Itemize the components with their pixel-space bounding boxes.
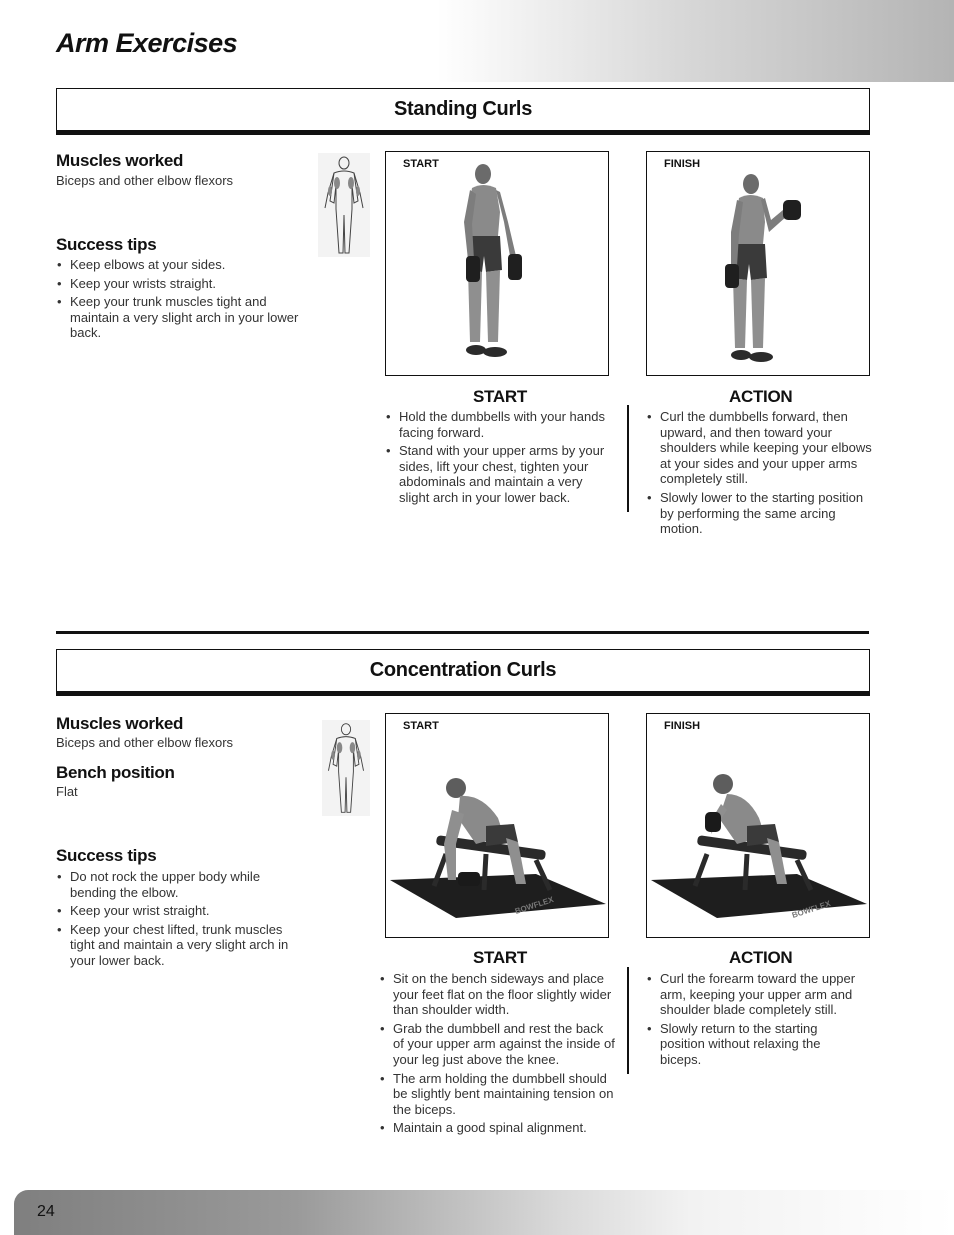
list-item: • Maintain a good spinal alignment. [379, 1120, 615, 1136]
photo-standing-curls-start [385, 151, 609, 376]
list-item: • Keep your wrists straight. [56, 276, 301, 292]
anatomy-figure-icon [322, 716, 370, 820]
list-item: • Grab the dumbbell and rest the back of your upper arm against the inside of your leg just above the knee. [379, 1021, 615, 1068]
muscles-worked-heading: Muscles worked [56, 151, 184, 170]
success-tips-heading: Success tips [56, 235, 157, 254]
photo-tag-start: START [403, 158, 439, 170]
column-divider [627, 967, 629, 1074]
section-header-concentration-curls [56, 649, 870, 696]
photo-concentration-curls-finish [646, 713, 870, 938]
action-heading: ACTION [729, 948, 793, 967]
success-tips-list [56, 257, 301, 344]
list-item: • The arm holding the dumbbell should be slightly bent maintaining tension on the biceps. [379, 1071, 615, 1118]
section-title: Concentration Curls [369, 659, 557, 681]
column-divider [627, 405, 629, 512]
list-item: • Slowly return to the starting position without relaxing the biceps. [646, 1021, 860, 1068]
list-item: • Keep your trunk muscles tight and maintain a very slight arch in your lower back. [56, 294, 301, 341]
list-item: • Keep elbows at your sides. [56, 257, 301, 273]
photo-concentration-curls-start [385, 713, 609, 938]
list-item: • Curl the forearm toward the upper arm, keeping your upper arm and shoulder blade completely still. [646, 971, 860, 1018]
list-item: • Hold the dumbbells with your hands facing forward. [385, 409, 611, 440]
photo-standing-curls-finish [646, 151, 870, 376]
start-heading: START [473, 948, 527, 967]
action-heading: ACTION [729, 387, 793, 406]
footer-band [14, 1190, 954, 1235]
photo-tag-start: START [403, 720, 439, 732]
list-item: • Curl the dumbbells forward, then upward, and then toward your shoulders while keeping your elbows at your sides and your upper arms completely still. [646, 409, 874, 487]
list-item: • Do not rock the upper body while bending the elbow. [56, 869, 306, 900]
list-item: • Stand with your upper arms by your sides, lift your chest, tighten your abdominals and maintain a very slight arch in your lower back. [385, 443, 611, 505]
start-steps-list [385, 409, 611, 509]
success-tips-heading: Success tips [56, 846, 157, 865]
start-heading: START [473, 387, 527, 406]
photo-tag-finish: FINISH [664, 720, 701, 732]
page-number: 24 [37, 1203, 55, 1220]
page-title: Arm Exercises [56, 28, 238, 58]
man-standing-icon [386, 152, 609, 376]
anatomy-figure-icon [318, 153, 370, 257]
muscles-worked-text: Biceps and other elbow flexors [56, 173, 234, 188]
section-divider [56, 631, 869, 634]
mat-brand-text: BOWFLEX [513, 894, 555, 916]
mat-brand-text: BOWFLEX [790, 898, 832, 920]
start-steps-list [379, 971, 615, 1139]
list-item: • Keep your chest lifted, trunk muscles tight and maintain a very slight arch in your lower back. [56, 922, 306, 969]
list-item: • Slowly lower to the starting position by performing the same arcing motion. [646, 490, 874, 537]
list-item: • Sit on the bench sideways and place your feet flat on the floor slightly wider than shoulder width. [379, 971, 615, 1018]
success-tips-list [56, 869, 306, 972]
section-header-standing-curls [56, 88, 870, 135]
muscles-worked-heading: Muscles worked [56, 714, 184, 733]
bench-position-heading: Bench position [56, 763, 175, 782]
photo-tag-finish: FINISH [664, 158, 701, 170]
man-seated-curl-icon [647, 714, 870, 938]
action-steps-list [646, 971, 860, 1071]
list-item: • Keep your wrist straight. [56, 903, 306, 919]
section-title: Standing Curls [393, 98, 533, 120]
bench-position-text: Flat [56, 784, 78, 799]
man-seated-bench-icon [386, 714, 609, 938]
action-steps-list [646, 409, 874, 540]
man-curling-icon [647, 152, 870, 376]
muscles-worked-text: Biceps and other elbow flexors [56, 735, 234, 750]
